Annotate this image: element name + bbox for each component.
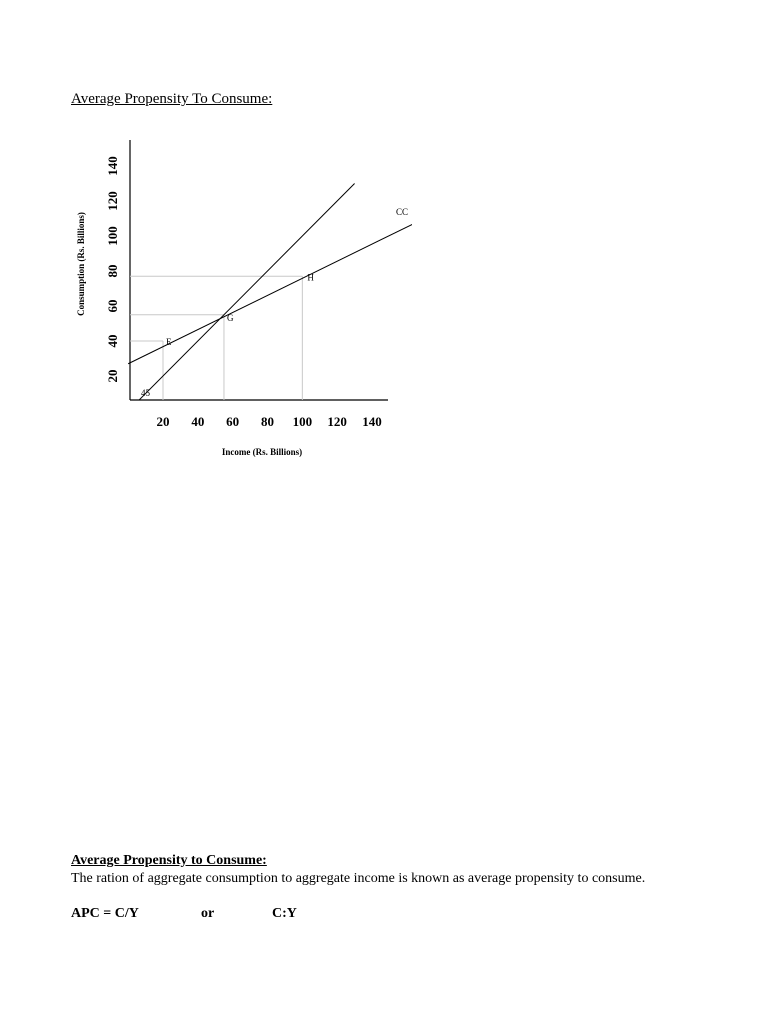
x-tick-label: 20 [156,414,170,429]
plot-area [128,184,424,412]
formula-ratio: C:Y [272,906,297,921]
x-axis-title: Income (Rs. Billions) [221,447,303,457]
x-tick-label: 80 [261,414,274,429]
section-heading: Average Propensity to Consume: [71,853,267,868]
y-tick-label: 40 [104,334,120,348]
series-label-45: 45 [141,388,150,398]
y-tick-label: 20 [104,369,120,383]
x-tick-label: 120 [327,414,347,429]
point-label-E: E [166,337,172,347]
page-title: Average Propensity To Consume: [71,91,273,107]
series-label-cc: CC [396,207,409,217]
x-tick-label: 140 [362,414,382,429]
formula-apc: APC = C/Y [71,906,139,921]
point-label-G: G [226,312,234,323]
y-tick-label: 100 [104,226,120,246]
y-tick-label: 60 [104,299,120,313]
series-line-0 [128,184,354,412]
x-tick-label: 100 [292,414,313,429]
y-tick-label: 120 [104,191,120,211]
y-tick-label: 80 [104,264,120,278]
formula-connector: or [201,906,215,921]
series-line-1 [128,219,424,364]
consumption-income-chart [0,0,768,480]
x-tick-label: 60 [226,414,240,429]
y-tick-label: 140 [104,156,120,176]
definition-text: The ration of aggregate consumption to aggregate income is known as average propensity to consume. [71,871,646,886]
x-tick-label: 40 [191,414,205,429]
y-axis-title: Consumption (Rs. Billions) [76,212,86,316]
point-label-H: H [307,272,314,283]
